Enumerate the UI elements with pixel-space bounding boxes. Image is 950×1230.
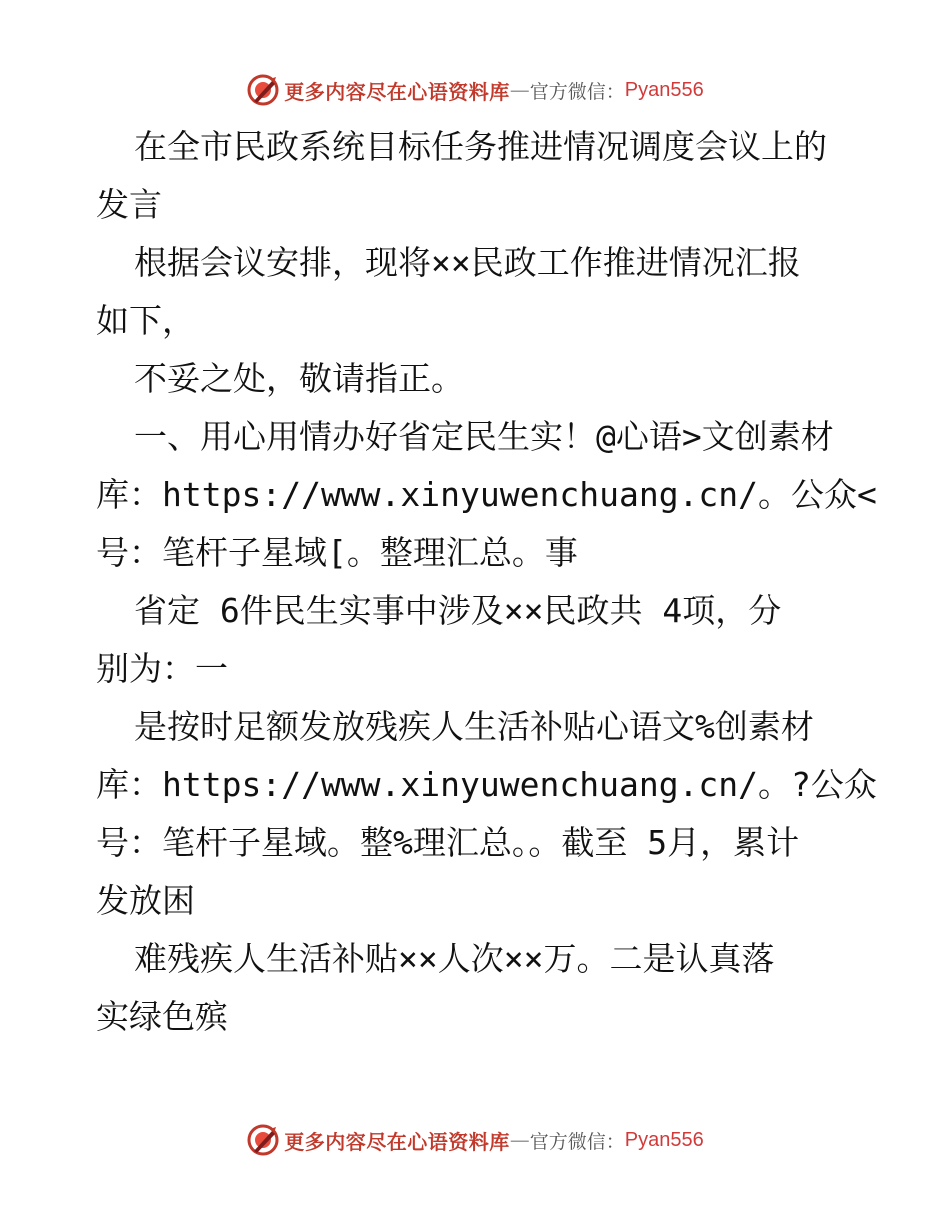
document-body <box>96 118 877 1046</box>
body-line: 号：笔杆子星域[。整理汇总。事 <box>96 533 578 572</box>
body-line: 难残疾人生活补贴××人次××万。二是认真落 <box>134 939 775 978</box>
body-line: 实绿色殡 <box>96 997 228 1036</box>
banner-separator: — <box>509 1128 530 1152</box>
banner-contact-label: 官方微信： <box>529 1130 625 1153</box>
banner-contact-id: Pyan556 <box>624 1128 704 1151</box>
banner-title: 更多内容尽在心语资料库 <box>284 1129 510 1154</box>
body-line: 别为：一 <box>96 649 228 688</box>
body-line: 如下， <box>96 301 195 340</box>
banner-contact-id: Pyan556 <box>624 78 704 101</box>
pen-logo-icon <box>246 1123 280 1157</box>
banner-title: 更多内容尽在心语资料库 <box>284 79 510 104</box>
body-line: 不妥之处，敬请指正。 <box>134 359 464 398</box>
body-line: 库：https://www.xinyuwenchuang.cn/。公众< <box>96 475 877 514</box>
pen-logo-icon <box>246 73 280 107</box>
body-line: 号：笔杆子星域。整%理汇总。。截至 5月，累计 <box>96 823 800 862</box>
body-line: 在全市民政系统目标任务推进情况调度会议上的 <box>134 127 827 166</box>
banner-contact-label: 官方微信： <box>529 80 625 103</box>
footer-banner <box>0 1120 950 1160</box>
body-line: 省定 6件民生实事中涉及××民政共 4项，分 <box>134 591 782 630</box>
body-line: 发言 <box>96 185 162 224</box>
body-line: 库：https://www.xinyuwenchuang.cn/。?公众 <box>96 765 877 804</box>
body-line: 发放困 <box>96 881 195 920</box>
body-line: 一、用心用情办好省定民生实！@心语>文创素材 <box>134 417 834 456</box>
header-banner <box>0 70 950 110</box>
body-line: 是按时足额发放残疾人生活补贴心语文%创素材 <box>134 707 814 746</box>
body-line: 根据会议安排，现将××民政工作推进情况汇报 <box>134 243 801 282</box>
banner-separator: — <box>509 78 530 102</box>
